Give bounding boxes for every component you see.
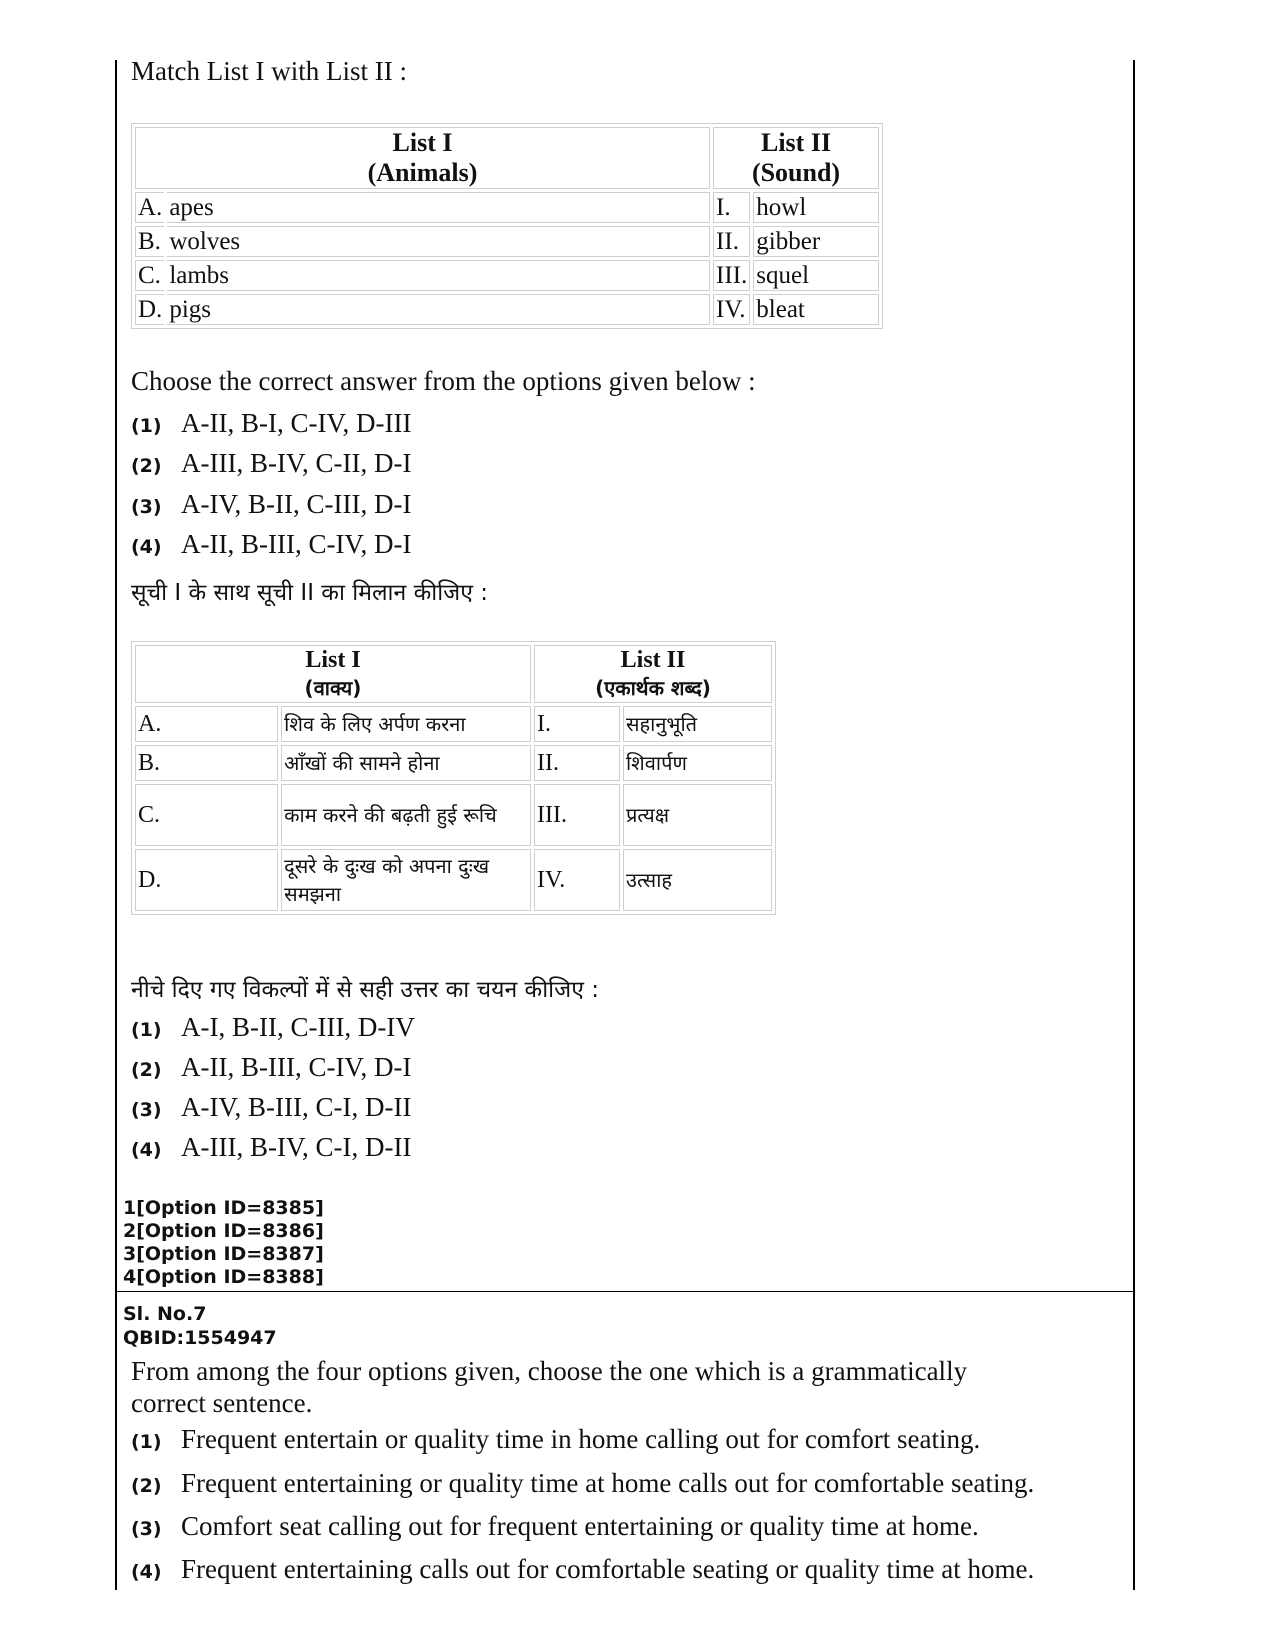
option-en-4[interactable]: (4) A-II, B-III, C-IV, D-I	[131, 529, 412, 559]
table-row: C. काम करने की बढ़ती हुई रूचि III. प्रत्यक्ष	[135, 784, 772, 846]
option-q7-3[interactable]: (3) Comfort seat calling out for frequent entertaining or quality time at home.	[131, 1511, 979, 1541]
table-row: A. शिव के लिए अर्पण करना I. सहानुभूति	[135, 706, 772, 742]
left-border	[115, 60, 117, 1590]
list1-header: List I (Animals)	[135, 127, 710, 189]
table-row: C. lambs III. squel	[135, 260, 879, 291]
option-id: 2[Option ID=8386]	[123, 1220, 324, 1242]
match-table-en	[131, 123, 883, 329]
question-text: From among the four options given, choose the one which is a grammatically correct sentence.	[131, 1356, 968, 1418]
option-en-2[interactable]: (2) A-III, B-IV, C-II, D-I	[131, 448, 412, 478]
option-id: 1[Option ID=8385]	[123, 1197, 324, 1219]
option-en-3[interactable]: (3) A-IV, B-II, C-III, D-I	[131, 489, 412, 519]
table-row: D. pigs IV. bleat	[135, 294, 879, 325]
option-hi-2[interactable]: (2) A-II, B-III, C-IV, D-I	[131, 1052, 412, 1082]
list2-header-hi: List II (एकार्थक शब्द)	[534, 645, 772, 703]
match-instruction-hi: सूची I के साथ सूची II का मिलान कीजिए :	[131, 580, 488, 606]
match-instruction-en: Match List I with List II :	[131, 56, 407, 86]
option-id: 4[Option ID=8388]	[123, 1266, 324, 1288]
option-hi-3[interactable]: (3) A-IV, B-III, C-I, D-II	[131, 1092, 412, 1122]
option-en-1[interactable]: (1) A-II, B-I, C-IV, D-III	[131, 408, 412, 438]
table-row: D. दूसरे के दुःख को अपना दुःख समझना IV. उत्साह	[135, 849, 772, 911]
option-id: 3[Option ID=8387]	[123, 1243, 324, 1265]
choose-instruction-en: Choose the correct answer from the options given below :	[131, 366, 756, 396]
table-row: B. wolves II. gibber	[135, 226, 879, 257]
list1-header-hi: List I (वाक्य)	[135, 645, 531, 703]
question-divider	[115, 1291, 1135, 1292]
question-bank-id: QBID:1554947	[123, 1327, 277, 1349]
option-hi-1[interactable]: (1) A-I, B-II, C-III, D-IV	[131, 1012, 415, 1042]
match-table-hi	[131, 641, 776, 915]
choose-instruction-hi: नीचे दिए गए विकल्पों में से सही उत्तर का चयन कीजिए :	[131, 977, 599, 1003]
option-q7-2[interactable]: (2) Frequent entertaining or quality time at home calls out for comfortable seating.	[131, 1468, 1035, 1498]
serial-number: Sl. No.7	[123, 1303, 207, 1325]
list2-header: List II (Sound)	[713, 127, 879, 189]
table-row: B. आँखों की सामने होना II. शिवार्पण	[135, 745, 772, 781]
option-hi-4[interactable]: (4) A-III, B-IV, C-I, D-II	[131, 1132, 412, 1162]
right-border	[1133, 60, 1135, 1590]
table-row: A. apes I. howl	[135, 192, 879, 223]
option-q7-4[interactable]: (4) Frequent entertaining calls out for comfortable seating or quality time at home.	[131, 1554, 1035, 1584]
option-q7-1[interactable]: (1) Frequent entertain or quality time in home calling out for comfort seating.	[131, 1424, 981, 1454]
